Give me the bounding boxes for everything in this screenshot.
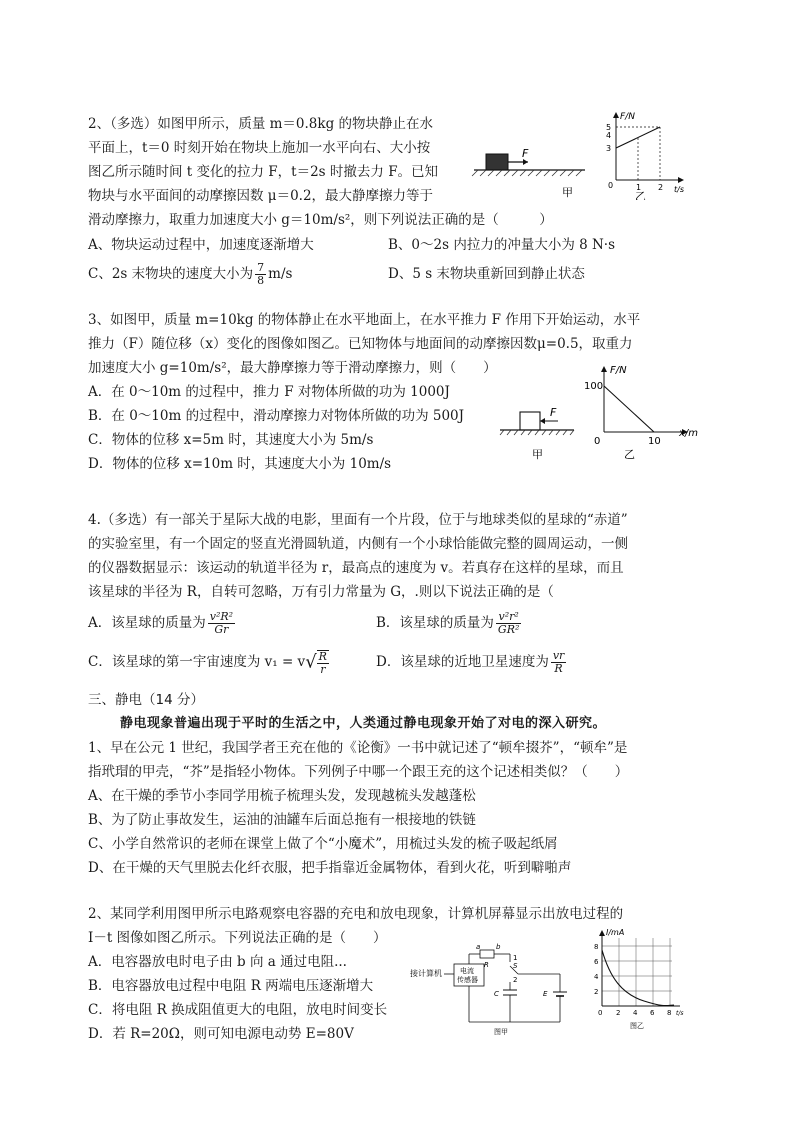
q2-line: 滑动摩擦力，取重力加速度大小 g＝10m/s²，则下列说法正确的是（ ） [88,212,553,228]
it-graph-xtick: 2 [616,1009,621,1017]
q2-option-b[interactable]: B、0～2s 内拉力的冲量大小为 8 N·s [388,237,616,253]
q2-graph-ylabel: F/N [620,112,635,122]
sqrt-sign: √ [305,651,317,673]
fraction-numerator: R [318,649,327,663]
circuit-sensor-label: 传感器 [457,976,478,984]
q2-option-d[interactable]: D、5 s 末物块重新回到静止状态 [388,266,585,282]
resistor-R [480,950,494,958]
s3q1 [88,736,708,880]
it-graph-xtick: 6 [650,1009,655,1017]
q4-option-d-text: D．该星球的近地卫星速度为 [376,654,549,670]
q4-options [88,604,708,682]
q3-fig-yi-label: 乙 [624,448,635,461]
s3q2-option-d[interactable]: D．若 R=20Ω，则可知电源电动势 E=80V [88,1026,354,1042]
q4-line: 的仪器数据显示：该运动的轨道半径为 r，最高点的速度为 v。若真存在这样的星球，而且 [88,560,624,576]
q4-option-d[interactable] [376,642,568,682]
q2-option-c[interactable] [88,261,293,287]
q4-option-d-fraction [551,650,566,675]
s3q1-option-a[interactable]: A、在干燥的季节小李同学用梳子梳理头发，发现越梳头发越蓬松 [88,788,476,804]
it-graph-curve [602,950,674,1006]
circuit-n2: 2 [513,976,518,984]
q3-line: 加速度大小 g=10m/s²，最大静摩擦力等于滑动摩擦力，则（ ） [88,360,497,376]
q3-line: 3、如图甲，质量 m=10kg 的物体静止在水平地面上，在水平推力 F 作用下开始运动，水平 [88,312,641,328]
q4-option-a-fraction [208,611,235,636]
s3q1-line: 指玳瑁的甲壳，“芥”是指轻小物体。下列例子中哪一个跟王充的这个记述相类似？（ ） [88,764,629,780]
circuit-c-label: C [494,990,499,998]
fraction-denominator: Gr [214,623,229,636]
s3q2-circuit-figure [410,940,580,1036]
it-graph-caption: 图乙 [630,1022,644,1030]
q2-fig-yi-label: 乙 [635,190,646,200]
q3-figure-jia [498,402,578,464]
circuit-caption: 图甲 [494,1028,508,1036]
q2-line: 2、（多选）如图甲所示，质量 m＝0.8kg 的物块静止在水 [88,116,434,132]
q2-graph-xtick: 0 [608,181,614,190]
circuit-r-label: R [484,961,489,969]
q2-option-c-unit: m/s [268,266,293,282]
q2-graph-ytick: 5 [606,123,612,132]
q3-graph-xtick: 0 [594,436,601,447]
fraction-numerator: v²r² [496,611,521,624]
s3q1-option-b[interactable]: B、为了防止事故发生，运油的油罐车后面总拖有一根接地的铁链 [88,812,476,828]
q4-option-c[interactable] [88,649,331,676]
q2-line: 物块与水平面间的动摩擦因数 μ＝0.2，最大静摩擦力等于 [88,188,434,204]
fraction-numerator: 7 [257,261,265,274]
q3-option-c[interactable]: C．物体的位移 x=5m 时，其速度大小为 5m/s [88,432,374,448]
q2-figure-yi-graph [600,108,690,200]
q2-option-row [88,258,708,290]
q4-option-b-text: B．该星球的质量为 [376,615,494,631]
q3-figure-yi-graph [584,362,708,464]
q2-fig-F-label: F [522,147,529,160]
fraction-numerator: v²R² [209,610,234,623]
q2-option-c-fraction [255,262,266,287]
q2-options [88,232,708,290]
s3q2-line: I－t 图像如图乙所示。下列说法正确的是（ ） [88,930,387,946]
fraction-denominator: r [320,662,326,676]
q2-graph-line [616,127,660,148]
circuit-computer-label: 接计算机 [410,969,442,978]
q2-option-row [88,232,708,258]
q3-option-b[interactable]: B．在 0～10m 的过程中，滑动摩擦力对物体所做的功为 500J [88,408,465,424]
q3-graph-ytick: 100 [584,381,604,392]
fraction-numerator: vr [552,649,565,662]
s3q2-line: 2、某同学利用图甲所示电路观察电容器的充电和放电现象，计算机屏幕显示出放电过程的 [88,906,624,922]
fraction-denominator: 8 [257,274,265,287]
circuit-a-label: a [476,943,481,951]
it-graph-ylabel: I/mA [606,928,625,937]
s3q2-it-graph [588,926,688,1032]
q3-fig-F-label: F [550,406,557,419]
fraction-denominator: GR² [497,623,520,636]
q2-option-c-text: C、2s 末物块的速度大小为 [88,266,254,282]
q2-option-a[interactable]: A、物块运动过程中，加速度逐渐增大 [88,237,314,253]
q3-graph-xtick: 10 [648,436,661,447]
q2-line: 平面上，t＝0 时刻开始在物块上施加一水平向右、大小按 [88,140,431,156]
q4-option-a[interactable] [88,610,237,636]
q3-line: 推力（F）随位移（x）变化的图像如图乙。已知物体与地面间的动摩擦因数μ=0.5，取重力 [88,336,633,352]
q2-line: 图乙所示随时间 t 变化的拉力 F，t＝2s 时撤去力 F。已知 [88,164,439,180]
q3-graph-xlabel: x/m [679,428,699,439]
q4-line: 4.（多选）有一部关于星际大战的电影，里面有一个片段，位于与地球类似的星球的“赤道” [88,512,628,528]
circuit-sensor-label: 电流 [460,967,474,975]
q4-option-c-fraction [317,650,329,676]
it-graph-xunit: t/s [676,1010,684,1017]
it-graph-ytick: 6 [594,958,599,966]
s3q1-line: 1、早在公元 1 世纪，我国学者王充在他的《论衡》一书中就记述了“顿牟掇芥”，“顿牟”是 [88,740,628,756]
q4-option-b[interactable] [376,604,523,642]
it-graph-xtick: 4 [633,1009,638,1017]
it-graph-xtick: 0 [598,1009,603,1017]
q4-option-row [88,604,708,642]
q2-graph-xtick: 1 [636,183,642,192]
circuit-e-label: E [543,990,548,998]
q2-figure-jia [470,140,590,200]
s3q2-option-c[interactable]: C．将电阻 R 换成阻值更大的电阻，放电时间变长 [88,1002,388,1018]
fraction-denominator: R [554,662,563,675]
q4-stem [88,508,708,604]
circuit-s-label: S [513,962,518,970]
it-graph-ytick: 2 [594,988,599,996]
q2-graph-ytick: 3 [606,144,612,153]
q3-option-a[interactable]: A．在 0～10m 的过程中，推力 F 对物体所做的功为 1000J [88,384,450,400]
q4-option-a-text: A．该星球的质量为 [88,615,206,631]
q4-option-row [88,642,708,682]
it-graph-ytick: 4 [594,973,599,981]
section-intro: 静电现象普遍出现于平时的生活之中，人类通过静电现象开始了对电的深入研究。 [120,716,607,731]
q4-line: 该星球的半径为 R，自转可忽略，万有引力常量为 G，.则以下说法正确的是（ [88,584,554,600]
q3-fig-jia-label: 甲 [532,448,543,461]
section-title: 三、静电（14 分） [88,692,204,708]
q2-fig-jia-label: 甲 [562,186,573,199]
circuit-b-label: b [496,943,501,951]
s3q1-option-c[interactable]: C、小学自然常识的老师在课堂上做了个“小魔术”，用梳过头发的梳子吸起纸屑 [88,836,558,852]
q2-graph-xtick: 2 [658,183,664,192]
q4-option-b-fraction [496,611,521,636]
q3-graph-line [604,386,654,432]
circuit-n1: 1 [513,954,518,962]
s3q1-option-d[interactable]: D、在干燥的天气里脱去化纤衣服，把手指靠近金属物体，看到火花，听到噼啪声 [88,860,572,876]
it-graph-xtick: 8 [667,1009,672,1017]
s3q2-option-b[interactable]: B．电容器放电过程中电阻 R 两端电压逐渐增大 [88,978,374,994]
it-graph-ytick: 8 [594,943,599,951]
q3-graph-ylabel: F/N [610,365,627,376]
q4-option-c-text: C．该星球的第一宇宙速度为 v₁ = v [88,654,306,670]
q2-graph-ytick: 4 [606,131,612,140]
q4-line: 的实验室里，有一个固定的竖直光滑圆轨道，内侧有一个小球恰能做完整的圆周运动，一侧 [88,536,628,552]
s3q2-option-a[interactable]: A．电容器放电时电子由 b 向 a 通过电阻... [88,954,347,970]
q2-graph-xlabel: t/s [674,185,684,194]
q3-option-d[interactable]: D．物体的位移 x=10m 时，其速度大小为 10m/s [88,456,392,472]
graph-grid [602,938,672,1006]
